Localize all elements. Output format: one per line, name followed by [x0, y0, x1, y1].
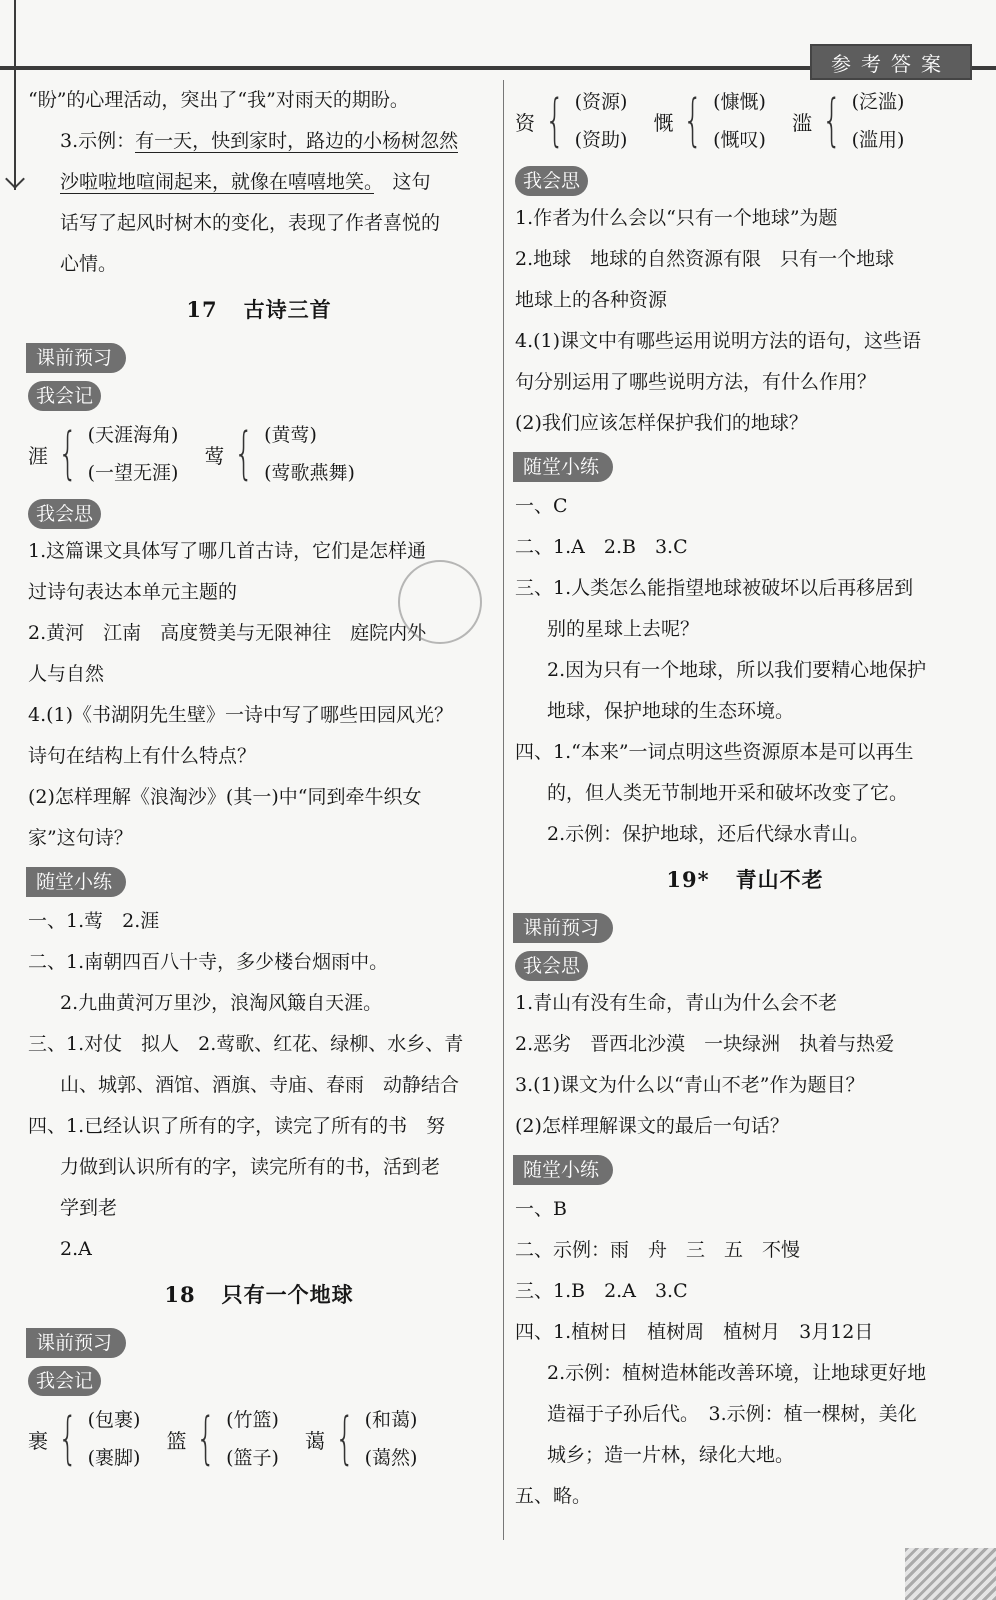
text-line: 沙啦啦地喧闹起来，就像在嘻嘻地笑。 这句 [60, 171, 431, 193]
answer-line: 一、C [515, 495, 568, 517]
brace-group [792, 83, 904, 159]
brace-options [575, 83, 628, 159]
tag-remember: 我会记 [28, 1366, 101, 1396]
tag-preview: 课前预习 [513, 913, 613, 943]
think-18-list [515, 198, 975, 444]
answer-line: 三、1.人类怎么能指望地球被破坏以后再移居到 [515, 577, 914, 599]
section-title-17: 17 古诗三首 [186, 297, 332, 322]
answer-line: 2.因为只有一个地球，所以我们要精心地保护 [547, 659, 927, 681]
margin-arrow-icon [5, 169, 25, 189]
brace-option: (一望无涯) [87, 462, 179, 484]
text-line: 人与自然 [28, 663, 105, 685]
underlined-example: 有一天，快到家时，路边的小杨树忽然 [135, 130, 459, 152]
answer-line: 二、1.南朝四百八十寺，多少楼台烟雨中。 [28, 951, 389, 973]
tag-remember: 我会记 [28, 381, 101, 411]
section-title-18: 18 只有一个地球 [164, 1282, 354, 1307]
tag-practice: 随堂小练 [26, 867, 126, 897]
brace-option: (慨叹) [713, 129, 766, 151]
brace-group [515, 83, 627, 159]
brace-options [713, 83, 766, 159]
tag-think: 我会思 [515, 951, 588, 981]
answer-line: 五、略。 [515, 1485, 592, 1507]
section-title-19: 19* 青山不老 [666, 867, 824, 892]
tag-think: 我会思 [28, 499, 101, 529]
text-line: 4.(1)课文中有哪些运用说明方法的语句，这些语 [515, 330, 922, 352]
text-line: 心情。 [60, 253, 118, 275]
stamp-mark [398, 560, 482, 644]
brace-char: 莺 [204, 443, 225, 468]
brace-option: (包裹) [87, 1409, 141, 1431]
text-line: 句分别运用了哪些说明方法，有什么作用？ [515, 371, 877, 393]
brace-option: (竹篮) [226, 1409, 279, 1431]
answer-line: 力做到认识所有的字，读完所有的书，活到老 [60, 1156, 441, 1178]
answer-line: 二、1.A 2.B 3.C [515, 536, 688, 558]
think-19-list [515, 983, 975, 1147]
answer-line: 2.九曲黄河万里沙，浪淘风簸自天涯。 [60, 992, 383, 1014]
text-line: 2.恶劣 晋西北沙漠 一块绿洲 执着与热爱 [515, 1033, 895, 1055]
brace-group [166, 1401, 278, 1477]
practice-18-list [515, 486, 975, 855]
brace-icon: { [58, 1406, 78, 1471]
answer-line: 二、示例：雨 舟 三 五 不慢 [515, 1239, 801, 1261]
brace-char: 蔼 [304, 1428, 325, 1453]
page-header [0, 0, 996, 82]
answer-line: 的，但人类无节制地开采和破坏改变了它。 [547, 782, 909, 804]
margin-rule [14, 0, 16, 190]
brace-options [852, 83, 905, 159]
text-line: 过诗句表达本单元主题的 [28, 581, 238, 603]
brace-icon: { [334, 1406, 355, 1471]
brace-group [305, 1401, 417, 1477]
text-line: 诗句在结构上有什么特点？ [28, 745, 257, 767]
text-line: 1.作者为什么会以“只有一个地球”为题 [515, 207, 838, 229]
brace-icon: { [58, 421, 78, 486]
text-line: (2)我们应该怎样保护我们的地球？ [515, 412, 808, 434]
brace-char: 裹 [28, 1428, 48, 1453]
brace-option: (资源) [574, 91, 628, 113]
brace-options [264, 416, 355, 492]
text-line: 3.(1)课文为什么以“青山不老”作为题目？ [515, 1074, 865, 1096]
answer-line: 学到老 [60, 1197, 118, 1219]
brace-options [88, 416, 179, 492]
brace-icon: { [683, 88, 704, 153]
text-line: 2.地球 地球的自然资源有限 只有一个地球 [515, 248, 895, 270]
page-corner-decoration [905, 1548, 996, 1600]
brace-char: 资 [515, 110, 535, 135]
brace-group-18b [515, 80, 975, 162]
brace-char: 慨 [653, 110, 674, 135]
brace-option: (和蔼) [364, 1409, 418, 1431]
brace-option: (天涯海角) [87, 424, 179, 446]
brace-group [204, 416, 354, 492]
tag-practice: 随堂小练 [513, 1155, 613, 1185]
answer-line: 三、1.B 2.A 3.C [515, 1280, 688, 1302]
answer-line: 地球，保护地球的生态环境。 [547, 700, 795, 722]
brace-options [226, 1401, 279, 1477]
tag-preview: 课前预习 [26, 343, 126, 373]
answer-line: 山、城郭、酒馆、酒旗、寺庙、春雨 动静结合 [60, 1074, 460, 1096]
text-line: 2.黄河 江南 高度赞美与无限神往 庭院内外 [28, 622, 427, 644]
answer-line: 三、1.对仗 拟人 2.莺歌、红花、绿柳、水乡、青 [28, 1033, 464, 1055]
answer-line: 一、1.莺 2.涯 [28, 910, 160, 932]
brace-char: 篮 [166, 1428, 187, 1453]
answer-line: 2.示例：保护地球，还后代绿水青山。 [547, 823, 870, 845]
practice-19-list [515, 1189, 975, 1517]
underlined-example: 沙啦啦地喧闹起来，就像在嘻嘻地笑。 [60, 171, 374, 193]
brace-icon: { [196, 1406, 217, 1471]
brace-group [28, 1401, 140, 1477]
brace-group [28, 416, 178, 492]
brace-char: 涯 [28, 443, 48, 468]
answer-line: 四、1.已经认识了所有的字，读完了所有的书 努 [28, 1115, 446, 1137]
brace-char: 滥 [791, 110, 812, 135]
text-line: 3.示例：有一天，快到家时，路边的小杨树忽然 [60, 130, 459, 152]
brace-option: (泛滥) [851, 91, 905, 113]
brace-icon: { [234, 421, 255, 486]
brace-group-17 [28, 413, 490, 495]
answer-line: 2.A [60, 1238, 92, 1260]
tag-preview: 课前预习 [26, 1328, 126, 1358]
answer-line: 四、1.“本来”一词点明这些资源原本是可以再生 [515, 741, 914, 763]
answer-key-badge: 参考答案 [810, 44, 972, 80]
brace-option: (滥用) [851, 129, 905, 151]
brace-option: (黄莺) [264, 424, 317, 446]
text-line: 4.(1)《书湖阴先生壁》一诗中写了哪些田园风光？ [28, 704, 454, 726]
practice-17-list [28, 901, 490, 1270]
answer-line: 2.示例：植树造林能改善环境，让地球更好地 [547, 1362, 927, 1384]
brace-option: (资助) [574, 129, 628, 151]
brace-options [365, 1401, 418, 1477]
column-divider [503, 80, 504, 1540]
brace-option: (莺歌燕舞) [264, 462, 355, 484]
text-line: 话写了起风时树木的变化，表现了作者喜悦的 [60, 212, 441, 234]
right-column [515, 80, 975, 1517]
brace-option: (裹脚) [87, 1447, 141, 1469]
brace-icon: { [545, 88, 565, 153]
answer-line: 别的星球上去呢？ [547, 618, 700, 640]
text-line: (2)怎样理解课文的最后一句话？ [515, 1115, 789, 1137]
brace-option: (慷慨) [713, 91, 766, 113]
tag-think: 我会思 [515, 166, 588, 196]
answer-line: 城乡；造一片林，绿化大地。 [547, 1444, 795, 1466]
brace-option: (蔼然) [364, 1447, 418, 1469]
answer-line: 造福于子孙后代。 3.示例：植一棵树，美化 [547, 1403, 917, 1425]
brace-options [88, 1401, 141, 1477]
brace-option: (篮子) [226, 1447, 279, 1469]
brace-icon: { [821, 88, 842, 153]
left-column [28, 80, 490, 1480]
text-line: 家”这句诗？ [28, 827, 133, 849]
tag-practice: 随堂小练 [513, 452, 613, 482]
brace-group-18 [28, 1398, 490, 1480]
text-line: 1.青山有没有生命，青山为什么会不老 [515, 992, 838, 1014]
answer-line: 一、B [515, 1198, 567, 1220]
brace-group [653, 83, 765, 159]
text-line: (2)怎样理解《浪淘沙》(其一)中“同到牵牛织女 [28, 786, 422, 808]
text-line: 地球上的各种资源 [515, 289, 668, 311]
text-line: “盼”的心理活动，突出了“我”对雨天的期盼。 [28, 89, 409, 111]
text-line: 1.这篇课文具体写了哪几首古诗，它们是怎样通 [28, 540, 427, 562]
answer-line: 四、1.植树日 植树周 植树月 3月12日 [515, 1321, 874, 1343]
